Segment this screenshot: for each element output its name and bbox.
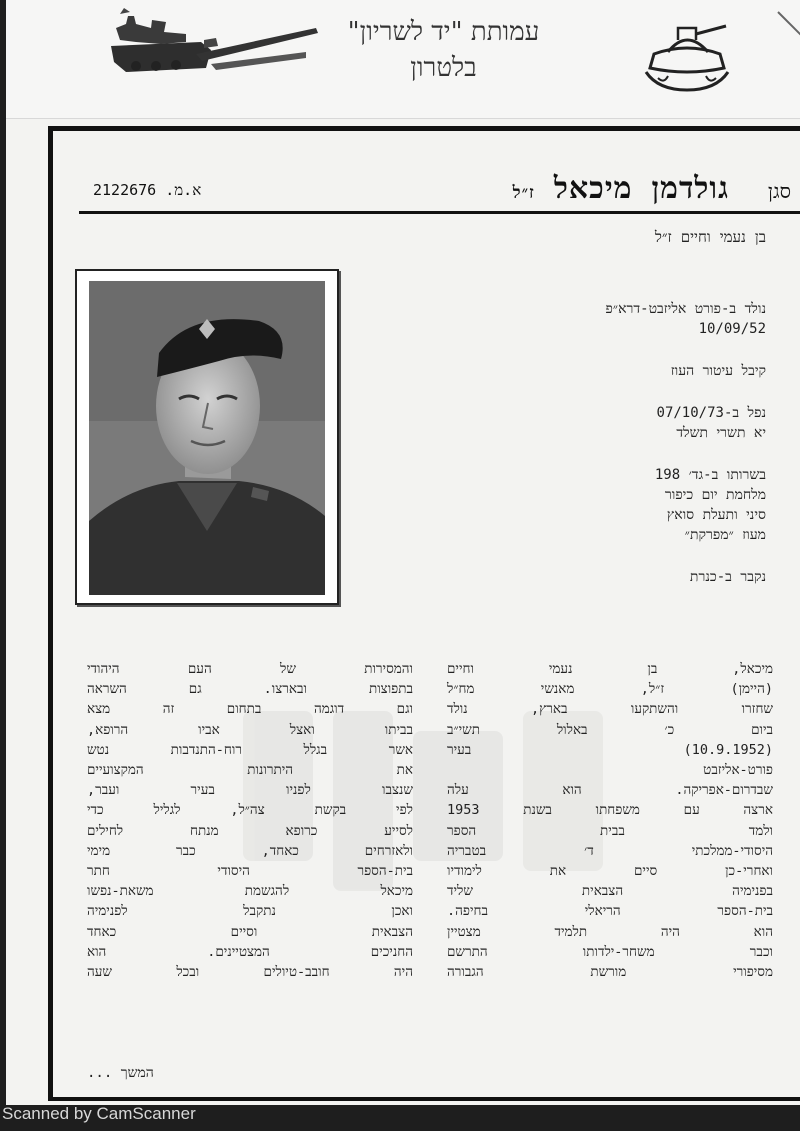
bio-line: שחזרו והשתקעו בארץ, נולד	[447, 701, 773, 718]
bio-line: בית-הספר הריאלי בחיפה.	[447, 903, 773, 920]
fact-group-death	[466, 403, 766, 443]
continued-label: המשך ...	[87, 1065, 154, 1081]
fact-group-award	[466, 361, 766, 381]
bio-line: לפי בקשת צה״ל, לגליל כדי	[87, 802, 413, 819]
fact-group-service	[466, 465, 766, 545]
letterhead	[6, 0, 800, 119]
association-name	[341, 14, 546, 86]
fact-line: סיני ותעלת סואץ	[666, 507, 766, 523]
bio-line: (היימן) ז״ל, מאנשי מח״ל	[447, 681, 773, 698]
tank-silhouette-icon	[106, 6, 321, 81]
bio-line: שנצבו לפניו בעיר ועבר,	[87, 782, 413, 799]
biography-column-left	[87, 659, 413, 982]
name-suffix: ז״ל	[512, 183, 535, 203]
soldier-name-text: גולדמן מיכאל	[553, 171, 729, 206]
fact-line: 10/09/52	[698, 321, 766, 337]
fact-line: נקבר ב-כנרת	[689, 569, 766, 585]
page-fold-mark	[776, 0, 800, 40]
association-line-1: עמותת "יד לשריון"	[347, 17, 540, 47]
photo-frame	[75, 269, 339, 605]
fact-line: בשרותו ב-גד׳ 198	[654, 467, 766, 483]
fact-line: נולד ב-פורט אליזבט-דרא״פ	[605, 301, 766, 317]
fact-group-burial	[466, 567, 766, 587]
name-line	[53, 171, 791, 205]
bio-line: הוא היה תלמיד מצטיין	[447, 923, 773, 940]
scanner-watermark-text: Scanned by CamScanner	[2, 1104, 196, 1123]
biography-column-right	[447, 659, 773, 982]
bio-line: לסייע כרופא מנתח לחילים	[87, 822, 413, 839]
bio-line: מיכאל, בן נעמי וחיים	[447, 661, 773, 677]
bio-line: אשר בגלל רוח-התנדבות נטש	[87, 741, 413, 758]
association-line-2: בלטרון	[410, 53, 477, 83]
bio-line: וכבר משחר-ילדותו התרשם	[447, 943, 773, 960]
bio-line: ואכן נתקבל לפנימיה	[87, 903, 413, 920]
divider-rule	[79, 211, 800, 214]
portrait-drawing	[89, 281, 325, 595]
fact-line: יא תשרי תשלד	[676, 425, 766, 441]
rank-label: סגן	[767, 179, 791, 203]
bio-line: (10.9.1952) בעיר	[447, 741, 773, 758]
bio-line: היה חובב-טיולים ובכל שעה	[87, 964, 413, 981]
soldier-portrait-photo	[89, 281, 325, 595]
bio-line: ביום כ׳ באלול תשי״ב	[447, 721, 773, 738]
bio-line: בתפוצות ובארצו. גם השראה	[87, 681, 413, 698]
bio-line: החניכים המצטיינים. הוא	[87, 943, 413, 960]
bio-line: ולמד בבית הספר	[447, 822, 773, 839]
fact-line: מלחמת יום כיפור	[664, 487, 766, 503]
bio-line: בפנימיה הצבאית שליד	[447, 883, 773, 900]
bio-line: את היתרונות המקצועיים	[87, 762, 413, 779]
fact-line: מעוז ״מפרקת״	[684, 527, 766, 543]
service-facts	[466, 299, 766, 609]
fact-line: קיבל עיטור העוז	[670, 363, 766, 379]
scanned-page	[6, 0, 800, 1105]
memorial-card	[48, 126, 800, 1101]
bio-line: ואחרי-כן סיים את לימודיו	[447, 863, 773, 880]
soldier-name	[513, 171, 729, 206]
bio-line: שבדרום-אפריקה. הוא עלה	[447, 782, 773, 799]
service-number: 2122676 .א.מ	[93, 181, 202, 199]
bio-line: היסודי-ממלכתי ד׳ בטבריה	[447, 842, 773, 859]
bio-line: בביתו ואצל אביו הרופא,	[87, 721, 413, 738]
bio-line: מסיפורי מורשת הגבורה	[447, 964, 773, 981]
bio-line: והמסירות של העם היהודי	[87, 661, 413, 677]
bio-line: בית-הספר היסודי חתר	[87, 863, 413, 880]
bio-line: פורט-אליזבט	[703, 762, 773, 779]
bio-line: ארצה עם משפחתו בשנת 1953	[447, 802, 773, 819]
armored-corps-emblem-icon	[638, 14, 736, 94]
bio-line: הצבאית וסיים כאחד	[87, 923, 413, 940]
parents-line: בן נעמי וחיים ז״ל	[654, 228, 766, 246]
fact-group-birth	[466, 299, 766, 339]
fact-line: נפל ב-07/10/73	[656, 405, 766, 421]
bio-line: ולאזרחים כאחד, כבר מימי	[87, 842, 413, 859]
bio-line: וגם דוגמה בתחום זה מצא	[87, 701, 413, 718]
bio-line: מיכאל להגשמת משאת-נפשו	[87, 883, 413, 900]
